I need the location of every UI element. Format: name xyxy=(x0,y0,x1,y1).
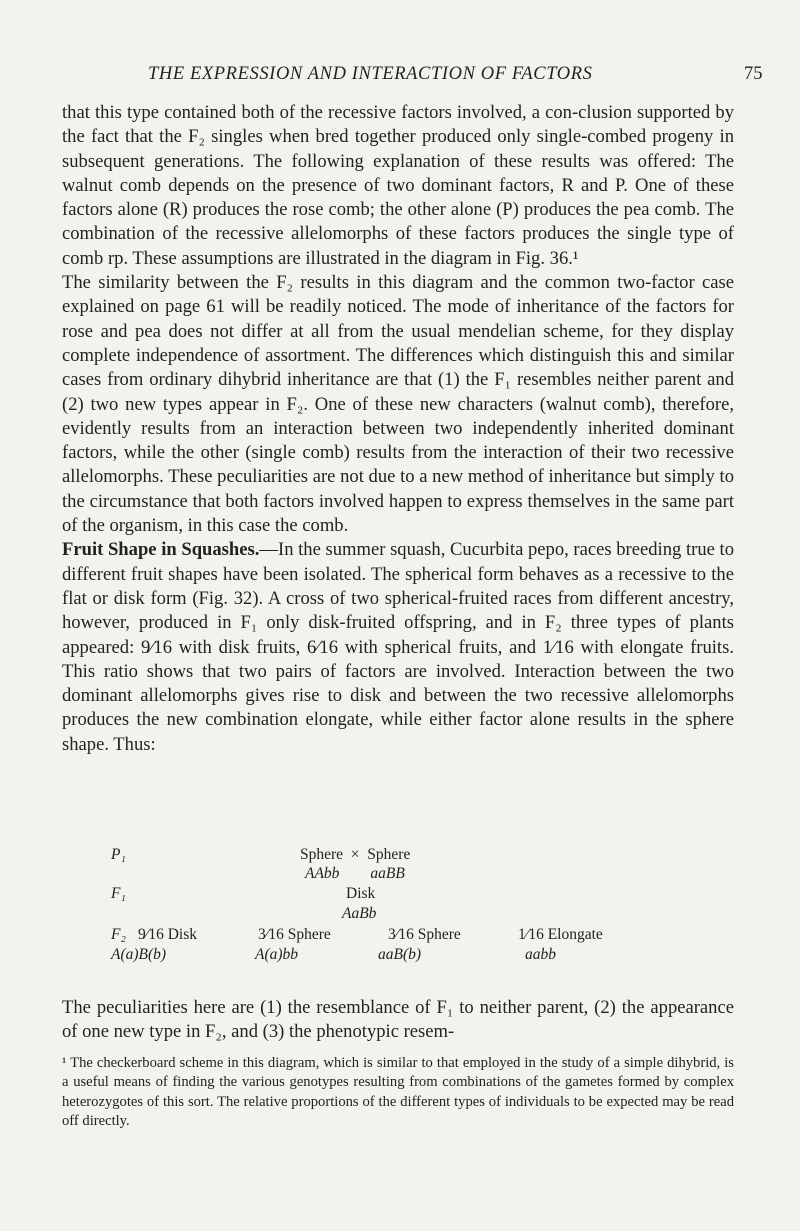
f1-label: F₁ xyxy=(111,885,126,902)
f1-genotype: AaBb xyxy=(342,905,377,922)
p1-genotypes: AAbb aaBB xyxy=(305,865,405,882)
p1-cross: Sphere × Sphere xyxy=(300,846,411,863)
f1-phenotype: Disk xyxy=(346,885,376,902)
footnote: ¹ The checkerboard scheme in this diagram, which is similar to that employed in the study of a simple dihybrid, is a useful means of finding the various genotypes resulting from combinations of the gametes formed by complex heterozygotes of this sort. The relative proportions of the different types of individuals to be expected may be read off directly. xyxy=(62,1055,734,1130)
f2-disk: 9⁄16 Disk xyxy=(138,926,197,943)
f2-sphere-2: 3⁄16 Sphere xyxy=(388,926,461,943)
paragraph-two-factor: The similarity between the F₂ results in this diagram and the common two-factor case explained on page 61 will be readily noticed. The mode of inheritance of the factors for rose and pea does not differ at all from the usual mendelian scheme, for they display complete independence of assortment. The differences which distinguish this and similar cases from ordinary dihybrid inheritance are that (1) the F₁ resembles neither parent and (2) two new types appear in F₂. One of these new characters (walnut comb), therefore, evidently results from an interaction between two independently inherited dominant factors, while the other (single comb) results from the interaction of their two recessive allelomorphs. These peculiarities are not due to a new method of inheritance but simply to the circumstance that both factors involved happen to express themselves in the same part of the organism, in this case the comb. xyxy=(62,272,734,537)
f2-genotype-elongate: aabb xyxy=(525,946,556,963)
p1-label: P₁ xyxy=(111,846,126,863)
f2-label: F₂ xyxy=(111,926,126,943)
f2-genotype-sphere-1: A(a)bb xyxy=(255,946,299,963)
body-text xyxy=(62,101,734,757)
f2-genotype-disk: A(a)B(b) xyxy=(111,946,167,963)
f2-elongate: 1⁄16 Elongate xyxy=(518,926,603,943)
cross-diagram xyxy=(62,846,734,978)
page-header xyxy=(0,64,800,88)
paragraph-fruit-shape xyxy=(62,538,734,757)
paragraph-peculiarities: The peculiarities here are (1) the resemblance of F₁ to neither parent, (2) the appearance of one new type in F₂, and (3) the phenotypic resem- xyxy=(62,997,734,1043)
f2-sphere-1: 3⁄16 Sphere xyxy=(258,926,331,943)
paragraph-walnut-comb: that this type contained both of the recessive factors involved, a con-clusion supported by the fact that the F₂ singles when bred together produced only single-combed progeny in subsequent generations. The following explanation of these results was offered: The walnut comb depends on the presence of two dominant factors, R and P. One of these factors alone (R) produces the rose comb; the other alone (P) produces the pea comb. The combination of the recessive allelomorphs of these factors produces the single type of comb rp. These assumptions are illustrated in the diagram in Fig. 36.¹ xyxy=(62,102,734,269)
section-heading: Fruit Shape in Squashes. xyxy=(62,539,260,561)
running-title: THE EXPRESSION AND INTERACTION OF FACTORS xyxy=(148,64,593,84)
page-number: 75 xyxy=(744,64,763,84)
f2-genotype-sphere-2: aaB(b) xyxy=(378,946,422,963)
fruit-shape-text: —In the summer squash, Cucurbita pepo, races breeding true to different fruit shapes have been isolated. The spherical form behaves as a recessive to the flat or disk form (Fig. 32). A cross of two spherical-fruited races from different ancestry, however, produced in F₁ only disk-fruited offspring, and in F₂ three types of plants appeared: 9⁄16 with disk fruits, 6⁄16 with spherical fruits, and 1⁄16 with elongate fruits. This ratio shows that two pairs of factors are involved. Interaction between the two dominant allelomorphs gives rise to disk and between the two recessive allelomorphs produces the new combination elongate, while either factor alone results in the sphere shape. Thus: xyxy=(62,539,734,755)
